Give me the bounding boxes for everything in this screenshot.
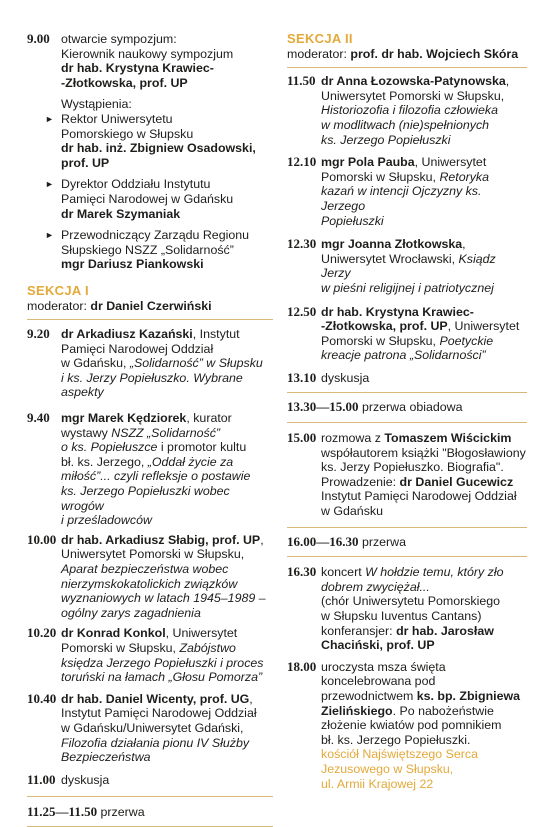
time: 9.20 <box>27 326 50 342</box>
speaker-name: dr Arkadiusz Kazański <box>61 327 193 342</box>
agenda-item: 15.00 rozmowa z Tomaszem Wiścickim współautorem książki "Błogosławiony ks. Jerzy Popiełuszko. Biografia". Prowadzenie: dr Daniel Gucewicz Instytut Pamięci Narodowej Oddział w Gdańsku <box>287 430 526 519</box>
section-header <box>287 32 527 61</box>
speaker-name: mgr Joanna Złotkowska <box>321 237 463 252</box>
speaker-name: dr hab. inż. Zbigniew Osadowski, <box>61 141 256 156</box>
agenda-item: 9.20 dr Arkadiusz Kazański, Instytut Pamięci Narodowej Oddział w Gdańsku, „Solidarność” w Słupsku i ks. Jerzy Popiełuszko. Wybrane aspekty <box>27 326 263 400</box>
agenda-item: 16.30 koncert W hołdzie temu, który zło dobrem zwyciężał... (chór Uniwersytetu Pomorskiego w Słupsku Iuventus Cantans) konferansjer: dr hab. Jarosław Chaciński, prof. UP <box>287 565 527 653</box>
bullet-icon: ► <box>45 113 54 124</box>
agenda-item: 12.30 mgr Joanna Złotkowska, Uniwersytet Wrocławski, Ksiądz Jerzy w pieśni religijnej i patriotycznej <box>287 236 496 295</box>
time: 15.00 <box>287 430 317 446</box>
agenda-item: 12.50 dr hab. Krystyna Krawiec- -Złotkowska, prof. UP, Uniwersytet Pomorski w Słupsku, Poetyckie kreacje patrona „Solidarności” <box>287 305 527 363</box>
bullet-item <box>39 228 273 272</box>
speaker-name: -Złotkowska, prof. UP <box>61 75 188 90</box>
agenda-item: 18.00 uroczysta msza święta koncelebrowana pod przewodnictwem ks. bp. Zbigniewa Zielińskiego. Po nabożeństwie złożenie kwiatów pod pomnikiem bł. ks. Jerzego Popiełuszki. kościół Najświętszego Serca Jezusowego w Słupsku, ul. Armii Krajowej 22 <box>287 660 527 791</box>
speaker-name: mgr Dariusz Piankowski <box>61 257 204 272</box>
agenda-item: 13.10 dyskusja <box>287 369 370 385</box>
break-item: 11.25—11.50 przerwa <box>27 804 145 820</box>
time: 11.25—11.50 <box>27 804 98 820</box>
speaker-name: mgr Marek Kędziorek <box>61 411 187 426</box>
agenda-item: 10.00 dr hab. Arkadiusz Słabig, prof. UP, Uniwersytet Pomorski w Słupsku, Aparat bezpieczeństwa wobec nierzymskokatolickich związków wyznaniowych w latach 1945–1989 – ogólny zarys zagadnienia <box>27 531 266 620</box>
bullet-item <box>39 177 273 221</box>
speaker-name: Tomaszem Wiścickim <box>384 431 512 446</box>
section-title: SEKCJA I <box>27 282 89 298</box>
text-line: otwarcie sympozjum: <box>61 32 177 46</box>
time: 9.40 <box>27 410 50 426</box>
text-line: Pomorskiego w Słupsku <box>61 126 194 141</box>
break-item: 13.30—15.00 przerwa obiadowa <box>287 399 463 415</box>
speaker-name: dr Marek Szymaniak <box>61 206 181 221</box>
text-line: Wystąpienia: <box>61 97 132 112</box>
text-line: Pamięci Narodowej w Gdańsku <box>61 191 234 206</box>
divider <box>27 319 273 320</box>
text-line: Słupskiego NSZZ „Solidarność” <box>61 242 234 257</box>
speaker-name: dr hab. Arkadiusz Słabig, prof. UP <box>61 532 261 547</box>
speaker-name: mgr Pola Pauba <box>321 155 415 170</box>
speaker-name: ks. bp. Zbigniewa <box>416 688 521 703</box>
right-column <box>287 0 527 791</box>
speaker-name: -Złotkowska, prof. UP <box>321 319 448 334</box>
speaker-name: Chaciński, prof. UP <box>321 638 435 653</box>
time: 10.00 <box>27 531 57 547</box>
time: 10.20 <box>27 625 57 641</box>
agenda-item: 11.50 dr Anna Łozowska-Patynowska, Uniwersytet Pomorski w Słupsku, Historiozofia i filozofia człowieka w modlitwach (nie)spełnionych ks. Jerzego Popiełuszki <box>287 73 510 147</box>
moderator-line: moderator: dr Daniel Czerwiński <box>27 298 212 313</box>
venue-address: kościół Najświętszego Serca <box>321 747 479 762</box>
time: 11.50 <box>287 73 316 89</box>
agenda-item-opening <box>27 32 273 112</box>
speaker-name: Zielińskiego <box>321 703 393 718</box>
agenda-item: 10.40 dr hab. Daniel Wicenty, prof. UG, Instytut Pamięci Narodowej Oddział w Gdańsku/Uniwersytet Gdański, Filozofia działania pionu IV Służby Bezpieczeństwa <box>27 690 257 765</box>
time: 16.30 <box>287 564 317 580</box>
section-header <box>27 284 273 313</box>
break-item: 16.00—16.30 przerwa <box>287 533 407 549</box>
divider <box>287 392 527 393</box>
bullet-icon: ► <box>45 179 54 190</box>
time: 12.50 <box>287 303 317 319</box>
time: 11.00 <box>27 771 56 787</box>
bullet-item <box>39 112 273 170</box>
agenda-item: 10.20 dr Konrad Konkol, Uniwersytet Pomorski w Słupsku, Zabójstwo księdza Jerzego Popiełuszki i proces toruński na łamach „Głosu Pomorza” <box>27 625 264 685</box>
moderator-line: moderator: prof. dr hab. Wojciech Skóra <box>287 46 519 61</box>
agenda-item: 9.40 mgr Marek Kędziorek, kurator wystawy NSZZ „Solidarność” o ks. Popiełuszce i promotor kultu bł. ks. Jerzego, „Oddał życie za miłość”... czyli refleksje o postawie ks. Jerzego Popiełuszki wobec wrogów i prześladowców <box>27 410 251 528</box>
text-line: Rektor Uniwersytetu <box>61 111 173 126</box>
speaker-name: dr Daniel Gucewicz <box>399 474 514 489</box>
divider <box>287 67 527 68</box>
venue-address: Jezusowego w Słupsku, <box>321 761 454 776</box>
bullet-icon: ► <box>45 230 54 241</box>
agenda-item: 12.10 mgr Pola Pauba, Uniwersytet Pomorski w Słupsku, Retoryka kazań w intencji Ojczyzny ks. Jerzego Popiełuszki <box>287 154 490 228</box>
speaker-name: dr hab. Krystyna Krawiec- <box>321 304 474 319</box>
text-line: Dyrektor Oddziału Instytutu <box>61 177 211 192</box>
speaker-name: dr hab. Jarosław <box>396 623 494 638</box>
time: 13.10 <box>287 369 317 385</box>
time: 12.10 <box>287 154 317 170</box>
speaker-name: prof. UP <box>61 155 110 170</box>
divider <box>287 556 527 557</box>
time: 18.00 <box>287 658 317 674</box>
agenda-item: 11.00 dyskusja <box>27 771 110 787</box>
venue-address: ul. Armii Krajowej 22 <box>321 776 434 791</box>
speaker-name: dr Anna Łozowska-Patynowska <box>321 74 506 89</box>
divider <box>27 796 273 797</box>
time: 10.40 <box>27 690 57 706</box>
time: 13.30—15.00 <box>287 399 359 415</box>
text-line: Kierownik naukowy sympozjum <box>61 46 234 61</box>
speaker-name: dr hab. Krystyna Krawiec- <box>61 61 214 76</box>
text-line: Przewodniczący Zarządu Regionu <box>61 228 250 243</box>
divider <box>287 422 527 423</box>
speaker-name: dr Konrad Konkol <box>61 626 166 641</box>
time: 12.30 <box>287 236 317 252</box>
left-column <box>27 0 273 827</box>
time: 16.00—16.30 <box>287 533 359 549</box>
divider <box>287 527 527 528</box>
time: 9.00 <box>27 31 50 46</box>
speaker-name: dr hab. Daniel Wicenty, prof. UG <box>61 691 250 706</box>
section-title: SEKCJA II <box>287 31 353 46</box>
